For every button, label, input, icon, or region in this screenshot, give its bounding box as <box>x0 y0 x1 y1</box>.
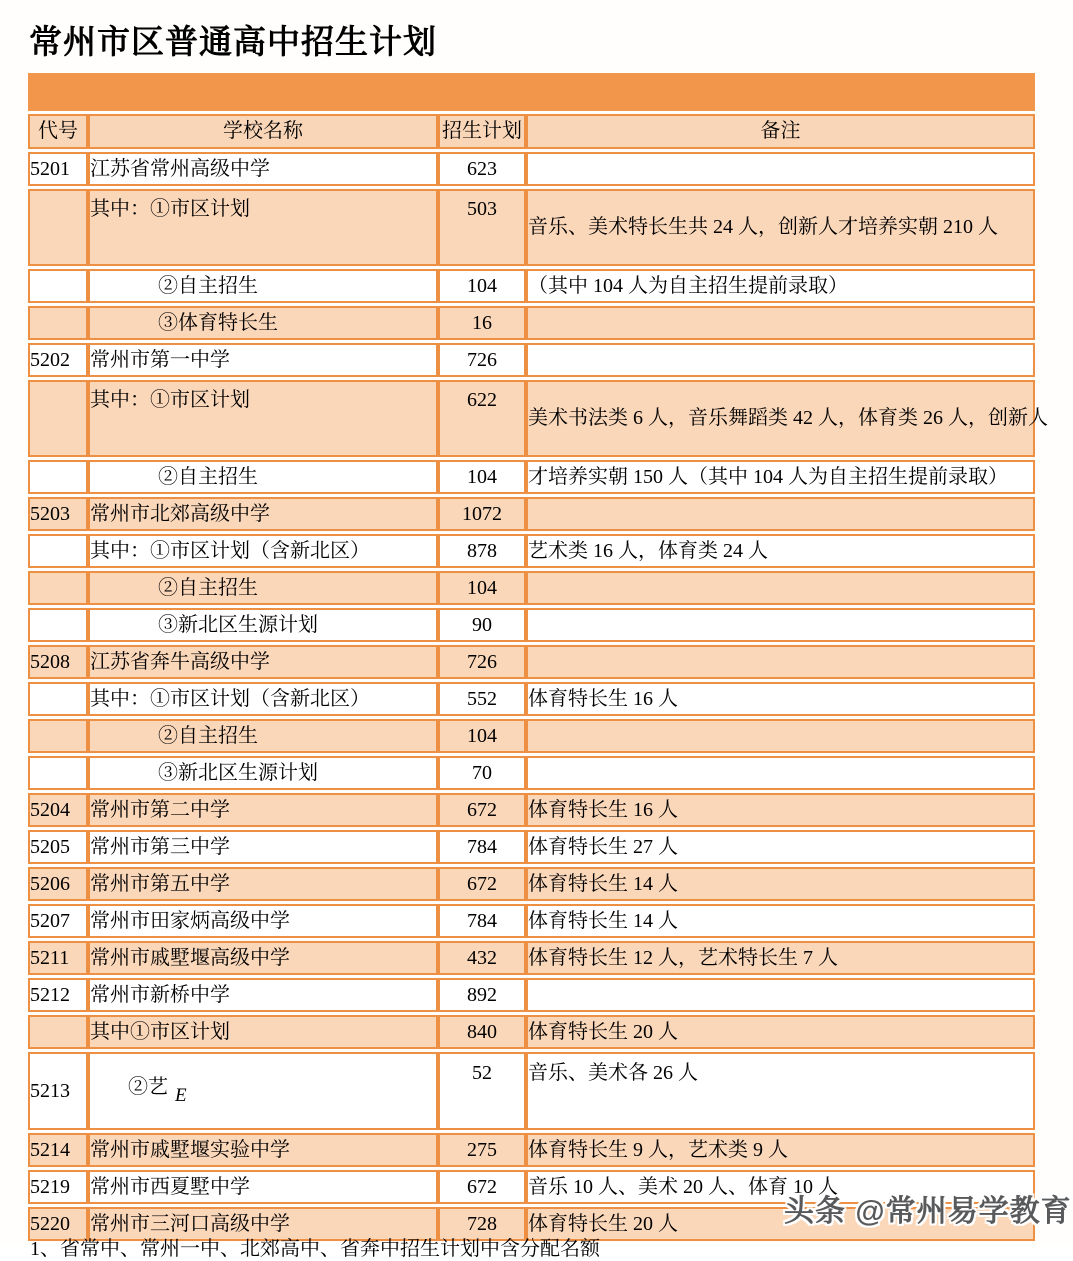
table-row <box>28 941 1035 975</box>
code-cell: 5203 <box>28 497 88 531</box>
remark-cell: （其中 104 人为自主招生提前录取） <box>526 269 1035 303</box>
remark-cell <box>526 571 1035 605</box>
name-cell: 常州市戚墅堰实验中学 <box>88 1133 438 1167</box>
code-cell <box>28 608 88 642</box>
name-cell: ②自主招生 <box>88 269 438 303</box>
table-row <box>28 978 1035 1012</box>
name-subscript: E <box>175 1084 187 1106</box>
remark-cell: 艺术类 16 人，体育类 24 人 <box>526 534 1035 568</box>
footnote: 1、省常中、常州一中、北郊高中、省奔中招生计划中含分配名额 <box>30 1238 600 1260</box>
name-cell: ②自主招生 <box>88 460 438 494</box>
remark-cell <box>526 978 1035 1012</box>
plan-cell: 1072 <box>438 497 526 531</box>
table-header-row <box>28 114 1035 149</box>
plan-cell: 623 <box>438 152 526 186</box>
code-cell <box>28 571 88 605</box>
name-cell: ③新北区生源计划 <box>88 756 438 790</box>
table-row <box>28 830 1035 864</box>
table-row <box>28 380 1035 457</box>
code-cell <box>28 756 88 790</box>
plan-cell: 432 <box>438 941 526 975</box>
header-cell-code: 代号 <box>28 114 88 149</box>
header-cell-plan: 招生计划 <box>438 114 526 149</box>
name-cell: ②自主招生 <box>88 571 438 605</box>
table-body <box>28 73 1048 1241</box>
band-cell <box>28 73 1035 111</box>
page-title: 常州市区普通高中招生计划 <box>29 23 437 60</box>
plan-cell: 784 <box>438 830 526 864</box>
plan-cell: 622 <box>438 380 526 457</box>
plan-cell: 672 <box>438 793 526 827</box>
remark-cell: 体育特长生 14 人 <box>526 867 1035 901</box>
table-row <box>28 682 1035 716</box>
table-row <box>28 756 1035 790</box>
plan-cell: 784 <box>438 904 526 938</box>
code-cell <box>28 189 88 266</box>
code-cell <box>28 306 88 340</box>
table-row <box>28 904 1035 938</box>
code-cell: 5202 <box>28 343 88 377</box>
code-cell: 5213 <box>28 1052 88 1130</box>
code-cell <box>28 1015 88 1049</box>
remark-cell: 体育特长生 12 人，艺术特长生 7 人 <box>526 941 1035 975</box>
name-cell: 常州市第二中学 <box>88 793 438 827</box>
plan-cell: 726 <box>438 343 526 377</box>
plan-cell: 878 <box>438 534 526 568</box>
plan-cell: 104 <box>438 460 526 494</box>
plan-cell: 728 <box>438 1207 526 1241</box>
table-row <box>28 1015 1035 1049</box>
table-row <box>28 1052 1035 1130</box>
name-cell: 常州市北郊高级中学 <box>88 497 438 531</box>
name-cell: 常州市第三中学 <box>88 830 438 864</box>
code-cell: 5205 <box>28 830 88 864</box>
remark-cell <box>526 608 1035 642</box>
enrollment-table <box>28 70 1048 1244</box>
plan-cell: 726 <box>438 645 526 679</box>
code-cell: 5211 <box>28 941 88 975</box>
plan-cell: 16 <box>438 306 526 340</box>
remark-cell: 体育特长生 16 人 <box>526 793 1035 827</box>
name-cell: 其中：①市区计划 <box>88 189 438 266</box>
name-cell: 常州市戚墅堰高级中学 <box>88 941 438 975</box>
code-cell: 5219 <box>28 1170 88 1204</box>
name-cell: ②自主招生 <box>88 719 438 753</box>
remark-cell <box>526 719 1035 753</box>
code-cell <box>28 719 88 753</box>
plan-cell: 552 <box>438 682 526 716</box>
code-cell: 5206 <box>28 867 88 901</box>
name-cell: ③体育特长生 <box>88 306 438 340</box>
remark-cell <box>526 756 1035 790</box>
name-cell: 常州市第五中学 <box>88 867 438 901</box>
plan-cell: 503 <box>438 189 526 266</box>
plan-cell: 275 <box>438 1133 526 1167</box>
name-cell: ③新北区生源计划 <box>88 608 438 642</box>
remark-cell: 体育特长生 20 人 <box>526 1207 1035 1241</box>
table-row <box>28 497 1035 531</box>
code-cell: 5204 <box>28 793 88 827</box>
table-row <box>28 1133 1035 1167</box>
remark-cell: 体育特长生 9 人，艺术类 9 人 <box>526 1133 1035 1167</box>
table-row <box>28 189 1035 266</box>
plan-cell: 104 <box>438 719 526 753</box>
code-cell <box>28 534 88 568</box>
table-row <box>28 306 1035 340</box>
plan-cell: 90 <box>438 608 526 642</box>
table-row <box>28 867 1035 901</box>
name-cell: 江苏省奔牛高级中学 <box>88 645 438 679</box>
name-cell: 常州市第一中学 <box>88 343 438 377</box>
table-band-row <box>28 73 1035 111</box>
name-cell: 常州市西夏墅中学 <box>88 1170 438 1204</box>
name-cell: 其中①市区计划 <box>88 1015 438 1049</box>
plan-cell: 672 <box>438 867 526 901</box>
remark-cell <box>526 343 1035 377</box>
table-row <box>28 269 1035 303</box>
remark-cell <box>526 645 1035 679</box>
name-cell: 常州市新桥中学 <box>88 978 438 1012</box>
table-row <box>28 152 1035 186</box>
table-row <box>28 460 1035 494</box>
table-row <box>28 343 1035 377</box>
remark-cell: 音乐、美术各 26 人 <box>526 1052 1035 1130</box>
remark-cell: 体育特长生 16 人 <box>526 682 1035 716</box>
code-cell: 5207 <box>28 904 88 938</box>
name-cell: 其中：①市区计划（含新北区） <box>88 534 438 568</box>
plan-cell: 104 <box>438 269 526 303</box>
remark-cell: 才培养实朝 150 人（其中 104 人为自主招生提前录取） <box>526 460 1035 494</box>
table-row <box>28 793 1035 827</box>
code-cell <box>28 380 88 457</box>
header-cell-remark: 备注 <box>526 114 1035 149</box>
plan-cell: 52 <box>438 1052 526 1130</box>
remark-cell: 体育特长生 27 人 <box>526 830 1035 864</box>
table-row <box>28 719 1035 753</box>
remark-cell <box>526 497 1035 531</box>
plan-cell: 70 <box>438 756 526 790</box>
watermark: 头条 @常州易学教育 <box>784 1195 1072 1228</box>
name-cell: 其中：①市区计划（含新北区） <box>88 682 438 716</box>
code-cell <box>28 682 88 716</box>
remark-cell <box>526 306 1035 340</box>
code-cell: 5220 <box>28 1207 88 1241</box>
code-cell: 5212 <box>28 978 88 1012</box>
table-row <box>28 571 1035 605</box>
remark-cell: 音乐 10 人、美术 20 人、体育 10 人 <box>526 1170 1035 1204</box>
code-cell: 5214 <box>28 1133 88 1167</box>
remark-cell: 体育特长生 14 人 <box>526 904 1035 938</box>
code-cell <box>28 460 88 494</box>
plan-cell: 892 <box>438 978 526 1012</box>
plan-cell: 840 <box>438 1015 526 1049</box>
code-cell: 5208 <box>28 645 88 679</box>
table-row <box>28 608 1035 642</box>
plan-cell: 672 <box>438 1170 526 1204</box>
remark-cell: 体育特长生 20 人 <box>526 1015 1035 1049</box>
name-cell: ②艺 E <box>88 1052 438 1130</box>
name-cell: 常州市三河口高级中学 <box>88 1207 438 1241</box>
remark-cell: 音乐、美术特长生共 24 人，创新人才培养实朝 210 人 <box>526 189 1035 266</box>
remark-cell <box>526 152 1035 186</box>
name-cell: 常州市田家炳高级中学 <box>88 904 438 938</box>
plan-cell: 104 <box>438 571 526 605</box>
code-cell <box>28 269 88 303</box>
name-cell: 江苏省常州高级中学 <box>88 152 438 186</box>
remark-cell: 美术书法类 6 人，音乐舞蹈类 42 人，体育类 26 人，创新人 <box>526 380 1035 457</box>
header-cell-school-name: 学校名称 <box>88 114 438 149</box>
name-cell: 其中：①市区计划 <box>88 380 438 457</box>
table-row <box>28 534 1035 568</box>
code-cell: 5201 <box>28 152 88 186</box>
table-row <box>28 645 1035 679</box>
